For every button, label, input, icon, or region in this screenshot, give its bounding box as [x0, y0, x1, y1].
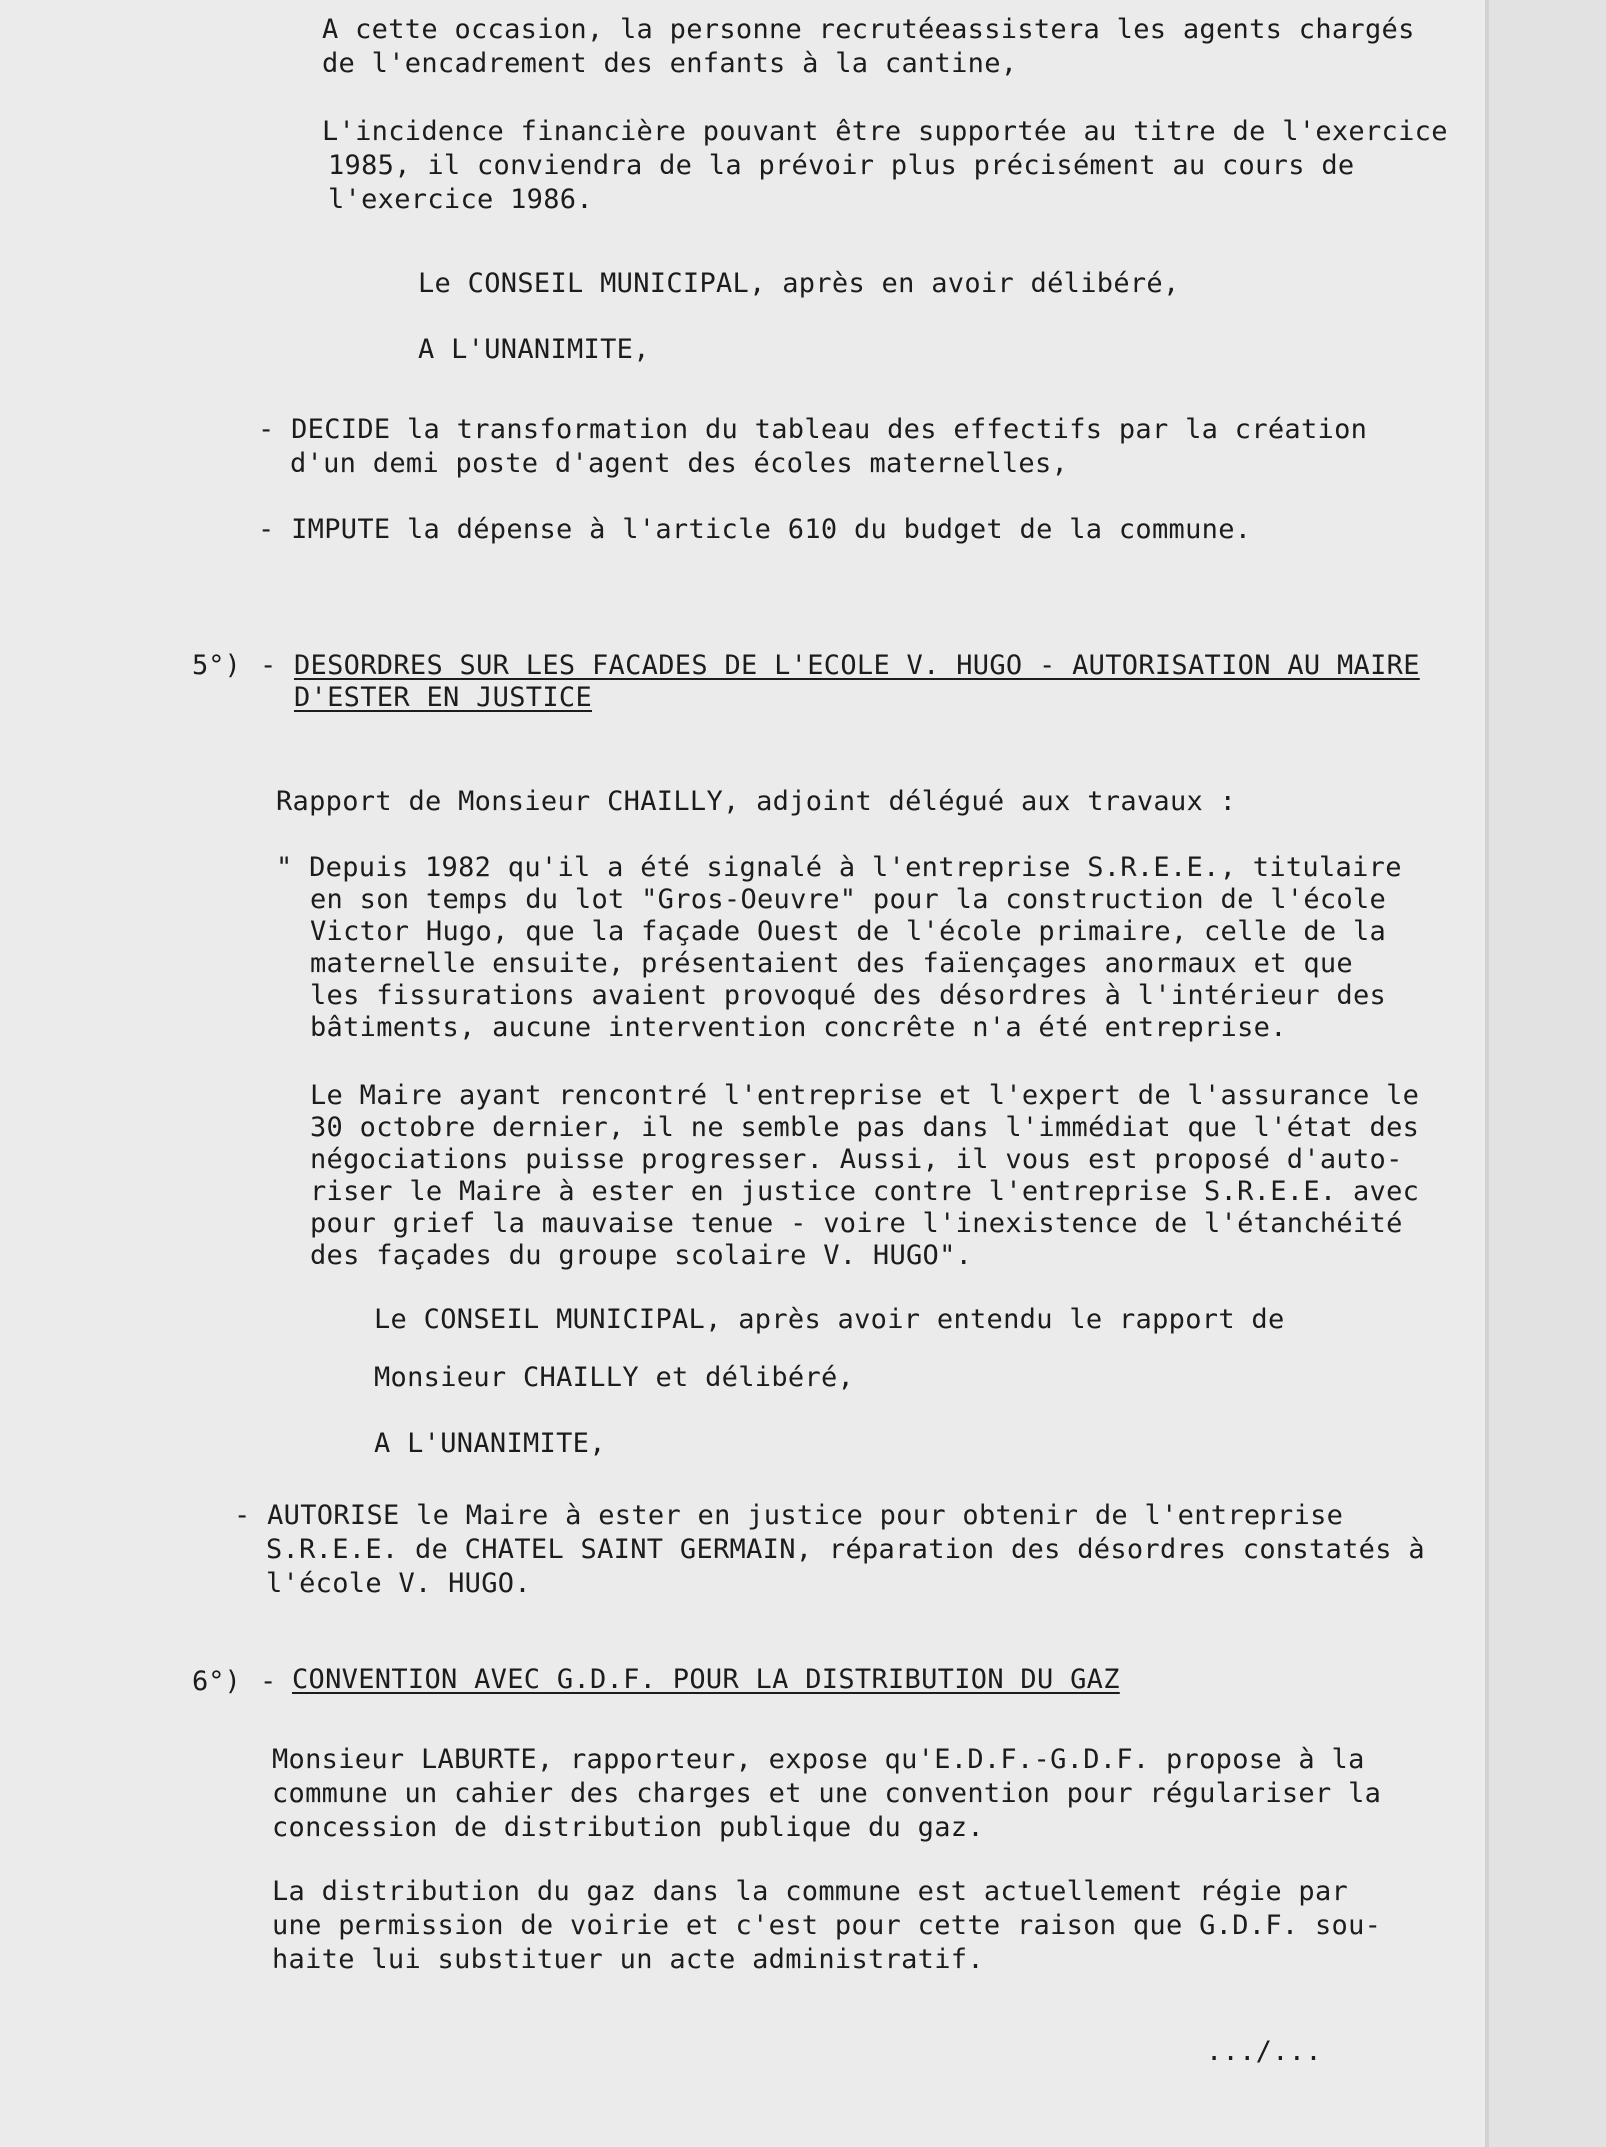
section5-dash: -	[260, 650, 277, 681]
section6-p1-line: concession de distribution publique du gaz.	[272, 1812, 984, 1843]
quote2-line: riser le Maire à ester en justice contre l'entreprise S.R.E.E. avec	[310, 1176, 1420, 1207]
intro-p2-line: L'incidence financière pouvant être supportée au titre de l'exercice	[322, 116, 1448, 147]
decide-line: d'un demi poste d'agent des écoles maternelles,	[290, 448, 1069, 479]
quote1-line: Victor Hugo, que la façade Ouest de l'école primaire, celle de la	[310, 916, 1387, 947]
quote1-line: les fissurations avaient provoqué des désordres à l'intérieur des	[310, 980, 1387, 1011]
council-statement: Le CONSEIL MUNICIPAL, après en avoir délibéré,	[418, 268, 1180, 299]
section6-dash: -	[260, 1666, 277, 1697]
quote2-line: pour grief la mauvaise tenue - voire l'inexistence de l'étanchéité	[310, 1208, 1403, 1239]
impute-line: - IMPUTE la dépense à l'article 610 du budget de la commune.	[258, 514, 1252, 545]
section5-unanimity: A L'UNANIMITE,	[374, 1428, 606, 1459]
section6-title: CONVENTION AVEC G.D.F. POUR LA DISTRIBUTION DU GAZ	[292, 1664, 1120, 1695]
unanimity-statement: A L'UNANIMITE,	[418, 334, 650, 365]
quote2-line: 30 octobre dernier, il ne semble pas dans l'immédiat que l'état des	[310, 1112, 1420, 1143]
quote2-line: des façades du groupe scolaire V. HUGO".	[310, 1240, 973, 1271]
authorise-line: S.R.E.E. de CHATEL SAINT GERMAIN, réparation des désordres constatés à	[266, 1534, 1425, 1565]
intro-p1-line: A cette occasion, la personne recrutéeassistera les agents chargés	[322, 14, 1415, 45]
section5-council: Le CONSEIL MUNICIPAL, après avoir entendu le rapport de	[374, 1304, 1285, 1335]
background-surface	[1489, 0, 1606, 2147]
continuation-mark: .../...	[1206, 2036, 1322, 2067]
intro-p2-line: 1985, il conviendra de la prévoir plus précisément au cours de	[328, 150, 1355, 181]
quote1-line: maternelle ensuite, présentaient des faïençages anormaux et que	[310, 948, 1353, 979]
section5-title: D'ESTER EN JUSTICE	[294, 682, 592, 713]
authorise-line: - AUTORISE le Maire à ester en justice pour obtenir de l'entreprise	[234, 1500, 1344, 1531]
quote1-line: en son temps du lot "Gros-Oeuvre" pour la construction de l'école	[310, 884, 1387, 915]
section6-p2-line: La distribution du gaz dans la commune est actuellement régie par	[272, 1876, 1349, 1907]
decide-line: - DECIDE la transformation du tableau des effectifs par la création	[258, 414, 1368, 445]
quote1-line: " Depuis 1982 qu'il a été signalé à l'entreprise S.R.E.E., titulaire	[276, 852, 1402, 883]
section5-title: DESORDRES SUR LES FACADES DE L'ECOLE V. HUGO - AUTORISATION AU MAIRE	[294, 650, 1420, 681]
section5-number: 5°)	[192, 650, 241, 681]
section6-p1-line: Monsieur LABURTE, rapporteur, expose qu'E.D.F.-G.D.F. propose à la	[272, 1744, 1365, 1775]
authorise-line: l'école V. HUGO.	[266, 1568, 531, 1599]
section6-p2-line: une permission de voirie et c'est pour cette raison que G.D.F. sou-	[272, 1910, 1382, 1941]
section5-council: Monsieur CHAILLY et délibéré,	[374, 1362, 855, 1393]
section6-p2-line: haite lui substituer un acte administratif.	[272, 1944, 984, 1975]
quote1-line: bâtiments, aucune intervention concrête n'a été entreprise.	[310, 1012, 1287, 1043]
section6-p1-line: commune un cahier des charges et une convention pour régulariser la	[272, 1778, 1382, 1809]
quote2-line: négociations puisse progresser. Aussi, il vous est proposé d'auto-	[310, 1144, 1403, 1175]
report-intro: Rapport de Monsieur CHAILLY, adjoint délégué aux travaux :	[276, 786, 1237, 817]
quote2-line: Le Maire ayant rencontré l'entreprise et l'expert de l'assurance le	[310, 1080, 1420, 1111]
section6-number: 6°)	[192, 1666, 241, 1697]
intro-p2-line: l'exercice 1986.	[328, 184, 593, 215]
intro-p1-line: de l'encadrement des enfants à la cantine,	[322, 48, 1018, 79]
